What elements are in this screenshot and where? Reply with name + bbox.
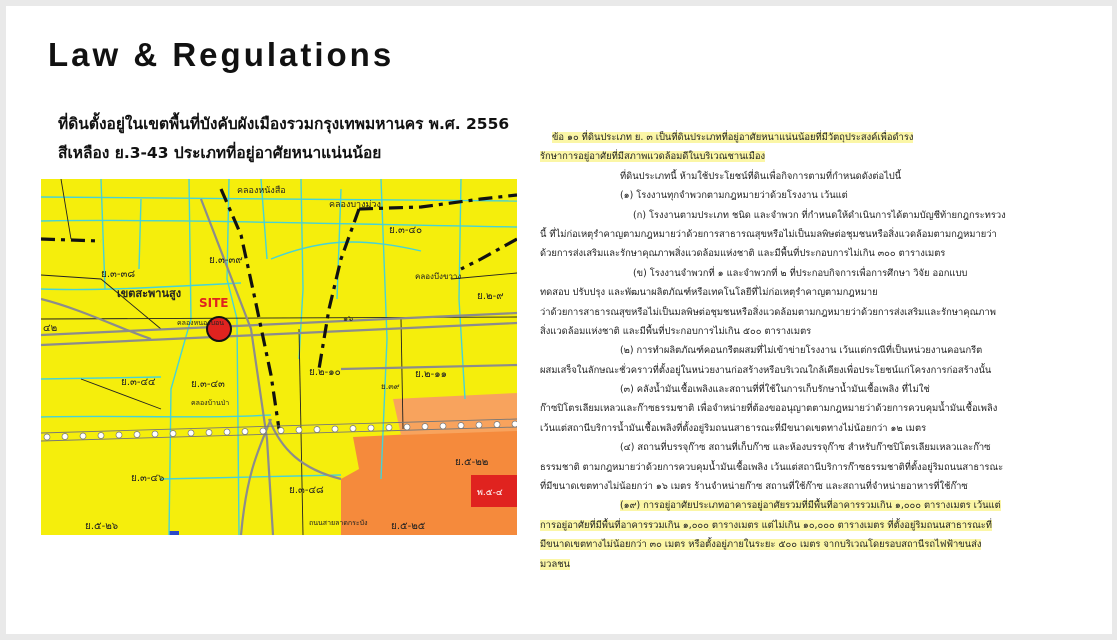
map-label: คลองบางม่วง [329,200,381,210]
regulation-line: มีขนาดเขตทางไม่น้อยกว่า ๓๐ เมตร หรือตั้งอยู่ภายในระยะ ๕๐๐ เมตร จากบริเวณโดยรอบสถานีรถไฟฟ้าขนส่ง [540,539,982,551]
map-label: ย.๕-๒๖ [85,521,119,532]
regulation-line: ผสมเสร็จในลักษณะชั่วคราวที่ตั้งอยู่ในหน่วยงานก่อสร้างหรือบริเวณใกล้เคียงเพื่อประโยชน์แก่โครงการก่อสร้างนั้น [540,364,992,376]
map-label-district: เขตสะพานสูง [117,287,182,300]
regulation-line: รักษาการอยู่อาศัยที่มีสภาพแวดล้อมดีในบริเวณชานเมือง [540,151,766,163]
map-label: ๑๖ [343,314,354,323]
map-label: ย.๓๙ [381,382,400,391]
map-label: ๔๒ [43,323,58,334]
regulation-line: (๓) คลังน้ำมันเชื้อเพลิงและสถานที่ที่ใช้ในการเก็บรักษาน้ำมันเชื้อเพลิง ที่ไม่ใช่ [620,384,930,396]
map-label: ย.๒-๑๑ [415,369,447,380]
map-label: คลองบ้านป่า [191,399,230,407]
zoning-map [41,179,517,535]
regulation-line: ก๊าซปิโตรเลียมเหลวและก๊าซธรรมชาติ เพื่อจำหน่ายที่ต้องขออนุญาตตามกฎหมายว่าด้วยการควบคุมน้ำมันเชื้อเพลิง [540,403,998,415]
regulation-line: (๔) สถานที่บรรจุก๊าซ สถานที่เก็บก๊าซ และห้องบรรจุก๊าซ สำหรับก๊าซปิโตรเลียมเหลวและก๊าซ [620,442,991,454]
map-label: พ.๕-๔ [477,488,503,498]
map-label: ย.๒-๙ [477,291,504,302]
regulation-line: การอยู่อาศัยที่มีพื้นที่อาคารรวมเกิน ๑,๐๐๐ ตารางเมตร แต่ไม่เกิน ๑๐,๐๐๐ ตารางเมตร ที่ตั้งอยู่ริมถนนสาธารณะที่ [540,519,992,531]
regulation-line: ว่าด้วยการสาธารณสุขหรือไม่เป็นมลพิษต่อชุมชนหรือสิ่งแวดล้อมตามกฎหมายว่าด้วยการส่งเสริมและรักษาคุณภาพ [540,306,996,318]
map-label: ย.๓-๔๐ [389,225,423,236]
regulation-line: เว้นแต่สถานีบริการน้ำมันเชื้อเพลิงที่ตั้งอยู่ริมถนนสาธารณะที่มีขนาดเขตทางไม่น้อยกว่า ๑๒ เมตร [540,422,927,434]
subtitle-line-2: สีเหลือง ย.3-43 ประเภทที่อยู่อาศัยหนาแน่นน้อย [58,144,382,162]
map-label: ย.๒-๑๐ [309,367,341,378]
map-label: ย.๓-๔๔ [121,377,156,388]
regulation-line: (ก) โรงงานตามประเภท ชนิด และจำพวก ที่กำหนดให้ดำเนินการได้ตามบัญชีท้ายกฎกระทรวง [633,209,1006,221]
map-label: ย.๓-๓๙ [209,255,243,266]
subtitle-line-1: ที่ดินตั้งอยู่ในเขตพื้นที่บังคับผังเมืองรวมกรุงเทพมหานคร พ.ศ. 2556 [58,115,510,133]
map-label: คลองบึงขวาง [415,272,462,281]
regulation-line: มวลชน [540,558,570,570]
regulation-line: (๒) การทำผลิตภัณฑ์คอนกรีตผสมที่ไม่เข้าข่ายโรงงาน เว้นแต่กรณีที่เป็นหน่วยงานคอนกรีต [620,345,983,357]
regulation-text [540,128,1050,574]
regulation-line: (ข) โรงงานจำพวกที่ ๑ และจำพวกที่ ๒ ที่ประกอบกิจการเพื่อการศึกษา วิจัย ออกแบบ [633,267,968,279]
zoning-subtitle [58,110,509,168]
map-label: ย.๓-๔๘ [289,485,324,496]
map-label: คลองหนองบอน [177,319,225,327]
map-label: ย.๕-๒๕ [391,521,426,532]
regulation-line: (๑๙) การอยู่อาศัยประเภทอาคารอยู่อาศัยรวมที่มีพื้นที่อาคารรวมเกิน ๑,๐๐๐ ตารางเมตร เว้นแต่ [620,500,1001,512]
regulation-line: ข้อ ๑๐ ที่ดินประเภท ย. ๓ เป็นที่ดินประเภทที่อยู่อาศัยหนาแน่นน้อยที่มีวัตถุประสงค์เพื่อดำรง [552,132,914,143]
regulation-line: ที่ดินประเภทนี้ ห้ามใช้ประโยชน์ที่ดินเพื่อกิจการตามที่กำหนดดังต่อไปนี้ [620,170,902,182]
site-label: SITE [199,296,229,310]
regulation-line: สิ่งแวดล้อมแห่งชาติ และมีพื้นที่ประกอบการไม่เกิน ๕๐๐ ตารางเมตร [540,325,812,337]
map-label: คลองหนังสือ [237,186,286,196]
regulation-line: ด้วยการส่งเสริมและรักษาคุณภาพสิ่งแวดล้อมแห่งชาติ และมีพื้นที่ประกอบการไม่เกิน ๓๐๐ ตารางเมตร [540,248,946,260]
regulation-line: นี้ ที่ไม่ก่อเหตุรำคาญตามกฎหมายว่าด้วยการสาธารณสุขหรือไม่เป็นมลพิษต่อชุมชนหรือสิ่งแวดล้อมตามกฎหมายว่า [540,228,997,240]
map-label: ถนนสายลาดกระบัง [309,519,368,527]
map-label: ย.๓-๓๘ [101,269,136,280]
regulation-line: ที่มีขนาดเขตทางไม่น้อยกว่า ๑๖ เมตร ร้านจำหน่ายก๊าซ สถานที่ใช้ก๊าซ และสถานที่จำหน่ายอาหารที่ใช้ก๊าซ [540,481,968,493]
map-label: ย.๓-๔๖ [131,473,165,484]
regulation-line: ทดสอบ ปรับปรุง และพัฒนาผลิตภัณฑ์หรือเทคโนโลยีที่ไม่ก่อเหตุรำคาญตามกฎหมาย [540,287,878,299]
map-label: ย.๕-๒๒ [455,457,489,468]
regulation-line: ธรรมชาติ ตามกฎหมายว่าด้วยการควบคุมน้ำมันเชื้อเพลิง เว้นแต่สถานีบริการก๊าซธรรมชาติที่ตั้งอยู่ริมถนนสาธารณะ [540,461,1004,473]
slide-title: Law & Regulations [48,36,395,73]
map-label: ย.๓-๔๓ [191,379,225,390]
blue-mark [169,531,179,535]
regulation-line: (๑) โรงงานทุกจำพวกตามกฎหมายว่าด้วยโรงงาน เว้นแต่ [620,190,848,202]
